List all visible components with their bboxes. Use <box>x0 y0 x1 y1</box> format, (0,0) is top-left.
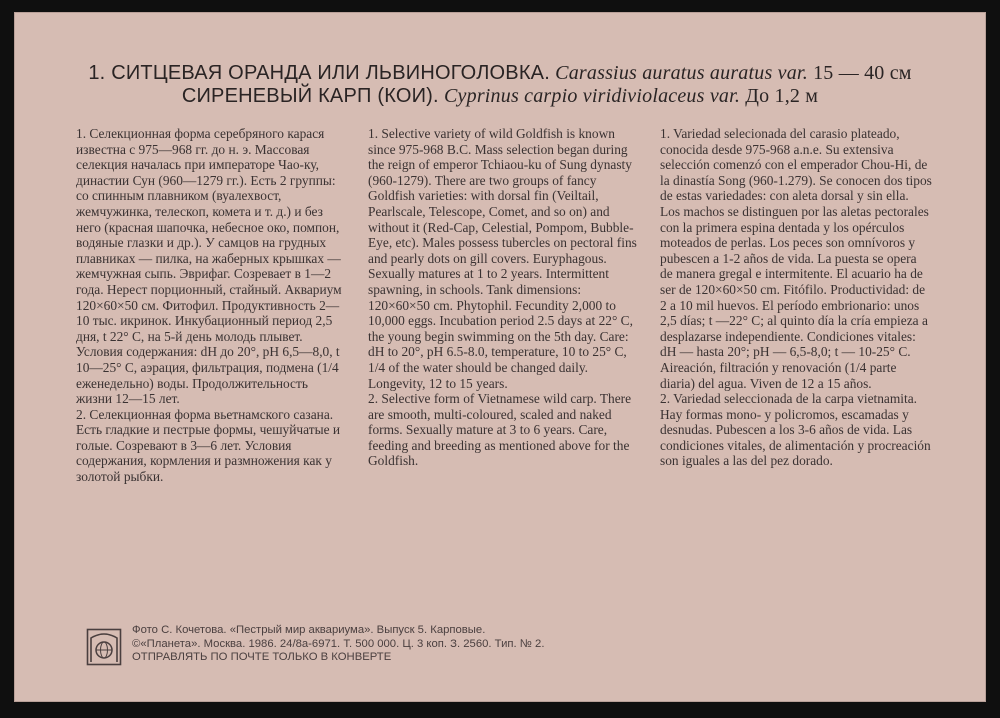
credits-block <box>132 624 544 665</box>
title-line-1 <box>14 62 986 85</box>
planeta-logo-icon <box>86 628 122 666</box>
title-2-russian: СИРЕНЕВЫЙ КАРП (КОИ). <box>181 85 439 107</box>
mailing-instruction: ОТПРАВЛЯТЬ ПО ПОЧТЕ ТОЛЬКО В КОНВЕРТЕ <box>132 651 392 663</box>
title-1-size: 15 — 40 см <box>813 62 912 84</box>
title-1-russian: 1. СИТЦЕВАЯ ОРАНДА ИЛИ ЛЬВИНОГОЛОВКА. <box>88 62 550 84</box>
title-2-size: До 1,2 м <box>745 85 819 107</box>
english-paragraph-1: 1. Selective variety of wild Goldfish is known since 975-968 B.C. Mass selection began during the reign of emperor Tchiaou-ku of Sung dynasty (960-1279). There are two groups of fancy Goldfish varieties: with dorsal fin (Veiltail, Pearlscale, Telescope, Comet, and so on) and without it (Red-Cap, Celestial, Pompom, Bubble-Eye, etc). Males possess tubercles on pectoral fins and pearly dots on gill covers. Euryphagous. Sexually matures at 1 to 2 years. Intermittent spawning, in schools. Tank dimensions: 120×60×50 cm. Phytophil. Fecundity 2,000 to 10,000 eggs. Incubation period 2.5 days at 22° C, the young begin swimming on the 5th day. Care: dH to 20°, pH 6.5-8.0, temperature, 10 to 25° C, 1/4 of the water should be changed daily. Longevity, 12 to 15 years. <box>368 126 637 391</box>
russian-paragraph-2: 2. Селекционная форма вьетнамского сазана. Есть гладкие и пестрые формы, чешуйчатые и голые. Созревают в 3—6 лет. Условия содержания, кормления и размножения как у золотой рыбки. <box>76 406 341 485</box>
russian-column <box>76 126 346 485</box>
english-column <box>368 126 640 469</box>
english-paragraph-2: 2. Selective form of Vietnamese wild carp. There are smooth, multi-coloured, scaled and naked forms. Sexually mature at 3 to 6 years. Care, feeding and breeding as mentioned above for the Goldfish. <box>368 391 632 469</box>
title-1-latin: Carassius auratus auratus var. <box>555 62 808 84</box>
spanish-paragraph-2: 2. Variedad seleccionada de la carpa vietnamita. Hay formas mono- y policromos, escamadas y desnudas. Pubescen a los 3-6 años de vida. Las condiciones vitales, de alimentación y procreación son iguales a las del pez dorado. <box>660 391 931 469</box>
title-line-2 <box>14 85 986 108</box>
credits-line-2: ©«Планета». Москва. 1986. 24/8а-6971. Т. 500 000. Ц. 3 коп. З. 2560. Тип. № 2. <box>132 637 545 650</box>
postcard-back <box>14 12 986 702</box>
credits-line-1: Фото С. Кочетова. «Пестрый мир аквариума». Выпуск 5. Карповые. <box>132 624 486 636</box>
spanish-paragraph-1: 1. Variedad selecionada del carasio plateado, conocida desde 975-968 a.n.e. Su extensiva selección comenzó con el emperador Chou-Hi, de la dinastía Song (960-1.279). Se conocen dos tipos de estas variedades: con aleta dorsal y sin ella. Los machos se distinguen por las aletas pectorales con la primera espina dentada y los opérculos moteados de perlas. Los peces son omnívoros y pubescen a 1-2 años de vida. La puesta se opera de manera gregal e intermitente. El acuario ha de ser de 120×60×50 cm. Fitófilo. Productividad: de 2 a 10 mil huevos. El período embrionario: unos 2,5 días; t —22° C; al quinto día la cría empieza a desplazarse independiente. Condiciones vitales: dH — hasta 20°; pH — 6,5-8,0; t — 10-25° C. Aireación, filtración y renovación (1/4 parte diaria) del agua. Viven de 12 a 15 años. <box>660 126 932 391</box>
spanish-column <box>660 126 932 469</box>
russian-paragraph-1: 1. Селекционная форма серебряного карася известна с 975—968 гг. до н. э. Массовая селекция началась при императоре Чао-ку, династии Сун (960—1279 гг.). Есть 2 группы: со спинным плавником (вуалехвост, жемчужинка, телескоп, комета и т. д.) и без него (красная шапочка, небесное око, помпон, водяные глазки и др.). У самцов на грудных плавниках — пилка, на жаберных крышках — жемчужная сыпь. Эврифаг. Созревает в 1—2 года. Нерест порционный, стайный. Аквариум 120×60×50 см. Фитофил. Продуктивность 2—10 тыс. икринок. Инкубационный период 2,5 дня, t 22° C, на 5-й день молодь плывет. Условия содержания: dH до 20°, pH 6,5—8,0, t 10—25° C, аэрация, фильтрация, подмена (1/4 еженедельно) воды. Продолжительность жизни 12—15 лет. <box>76 126 342 407</box>
title-2-latin: Cyprinus carpio viridiviolaceus var. <box>444 85 741 107</box>
